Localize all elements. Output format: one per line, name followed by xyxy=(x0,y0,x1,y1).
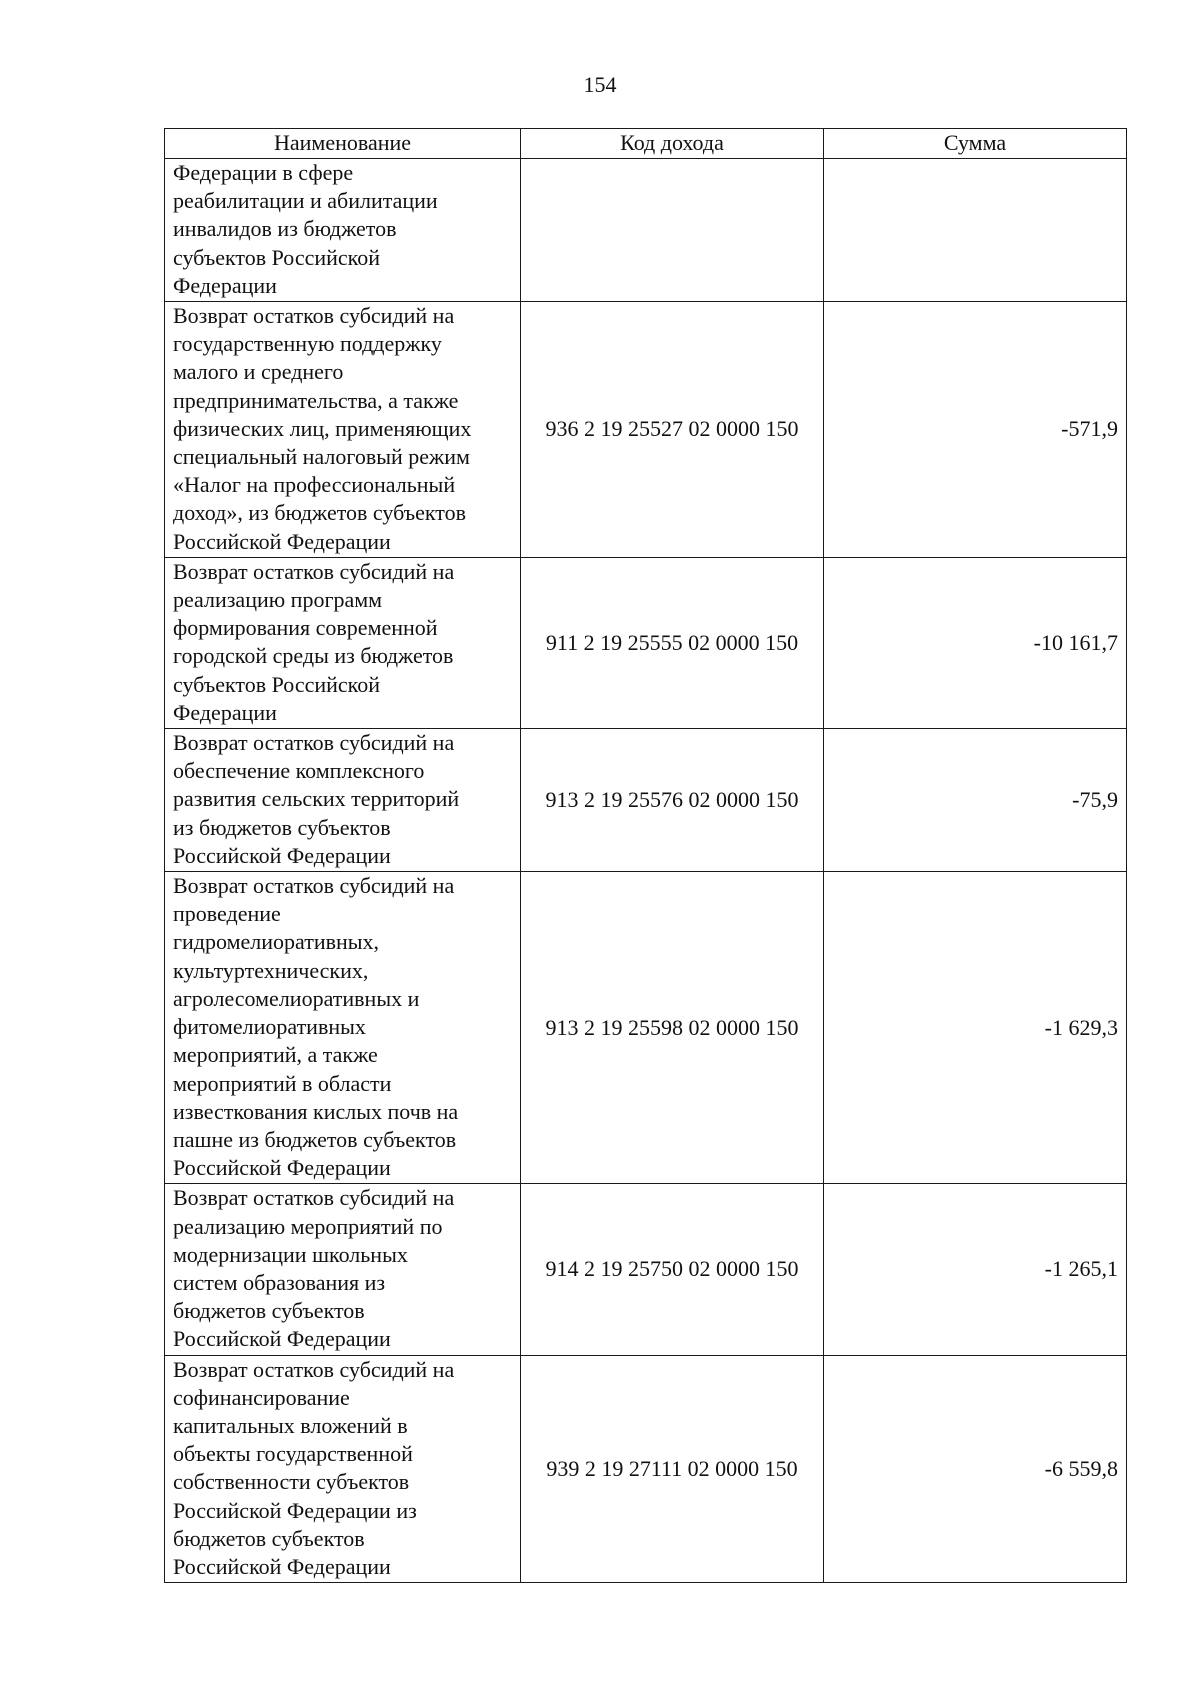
cell-name: Федерации в сфере реабилитации и абилитации инвалидов из бюджетов субъектов Российской Федерации xyxy=(165,159,521,302)
header-row xyxy=(165,129,1127,159)
cell-sum: -6 559,8 xyxy=(824,1355,1127,1583)
revenue-table xyxy=(164,128,1127,1583)
cell-sum: -1 265,1 xyxy=(824,1184,1127,1355)
cell-name: Возврат остатков субсидий на реализацию мероприятий по модернизации школьных систем образования из бюджетов субъектов Российской Федерации xyxy=(165,1184,521,1355)
table-header xyxy=(165,129,1127,159)
page-number: 154 xyxy=(583,72,617,97)
table-row xyxy=(165,159,1127,302)
table-row xyxy=(165,872,1127,1184)
cell-code: 939 2 19 27111 02 0000 150 xyxy=(521,1355,824,1583)
cell-code: 913 2 19 25576 02 0000 150 xyxy=(521,729,824,872)
cell-code: 914 2 19 25750 02 0000 150 xyxy=(521,1184,824,1355)
cell-code: 936 2 19 25527 02 0000 150 xyxy=(521,302,824,558)
table-row xyxy=(165,729,1127,872)
header-code: Код дохода xyxy=(521,129,824,159)
cell-sum xyxy=(824,159,1127,302)
cell-name: Возврат остатков субсидий на проведение гидромелиоративных, культуртехнических, агролесомелиоративных и фитомелиоративных мероприятий, а также мероприятий в области известкования кислых почв на пашне из бюджетов субъектов Российской Федерации xyxy=(165,872,521,1184)
header-sum: Сумма xyxy=(824,129,1127,159)
table-row xyxy=(165,1184,1127,1355)
cell-name: Возврат остатков субсидий на реализацию программ формирования современной городской среды из бюджетов субъектов Российской Федерации xyxy=(165,557,521,728)
cell-sum: -571,9 xyxy=(824,302,1127,558)
table-row xyxy=(165,1355,1127,1583)
table-body xyxy=(165,159,1127,1583)
cell-code: 911 2 19 25555 02 0000 150 xyxy=(521,557,824,728)
table-row xyxy=(165,557,1127,728)
cell-code xyxy=(521,159,824,302)
cell-name: Возврат остатков субсидий на обеспечение комплексного развития сельских территорий из бюджетов субъектов Российской Федерации xyxy=(165,729,521,872)
revenue-table-container xyxy=(164,128,1126,1583)
cell-sum: -75,9 xyxy=(824,729,1127,872)
cell-code: 913 2 19 25598 02 0000 150 xyxy=(521,872,824,1184)
cell-name: Возврат остатков субсидий на государственную поддержку малого и среднего предпринимательства, а также физических лиц, применяющих специальный налоговый режим «Налог на профессиональный доход», из бюджетов субъектов Российской Федерации xyxy=(165,302,521,558)
cell-name: Возврат остатков субсидий на софинансирование капитальных вложений в объекты государственной собственности субъектов Российской Федерации из бюджетов субъектов Российской Федерации xyxy=(165,1355,521,1583)
cell-sum: -1 629,3 xyxy=(824,872,1127,1184)
cell-sum: -10 161,7 xyxy=(824,557,1127,728)
table-row xyxy=(165,302,1127,558)
header-name: Наименование xyxy=(165,129,521,159)
